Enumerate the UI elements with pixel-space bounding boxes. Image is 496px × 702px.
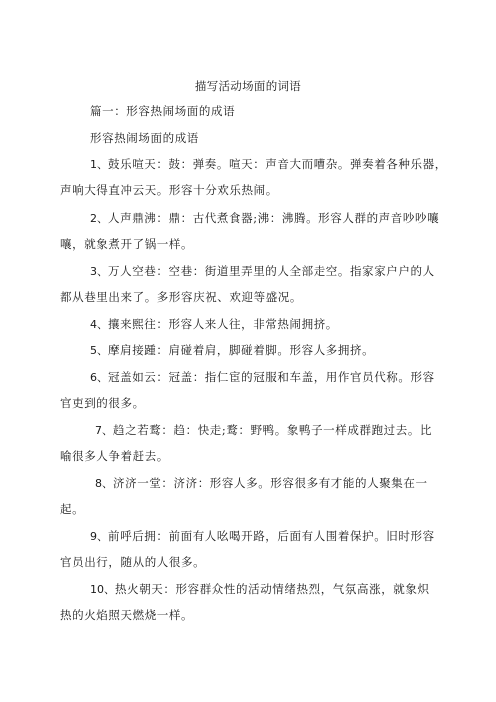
entry-2-line-1 bbox=[90, 211, 439, 226]
entry-text: 前呼后拥：前面有人吆喝开路，后面有人围着保护。旧时形容 bbox=[108, 529, 435, 543]
entry-text: 人声鼎沸：鼎：古代煮食器;沸：沸腾。形容人群的声音吵吵嚷 bbox=[108, 211, 440, 225]
entry-7-line-2: 喻很多人争着赶去。 bbox=[60, 449, 169, 463]
subheading: 形容热闹场面的成语 bbox=[90, 131, 199, 145]
entry-text: 摩肩接踵：肩碰着肩，脚碰着脚。形容人多拥挤。 bbox=[108, 343, 375, 357]
entry-9-line-2: 官员出行，随从的人很多。 bbox=[60, 555, 206, 569]
entry-number: 7、 bbox=[95, 424, 113, 437]
entry-5-line-1 bbox=[90, 343, 374, 358]
entry-10-line-1 bbox=[90, 582, 430, 597]
entry-8-line-2: 起。 bbox=[60, 502, 85, 516]
entry-number: 1、 bbox=[90, 158, 108, 171]
entry-text: 济济一堂：济济：形容人多。形容很多有才能的人聚集在一 bbox=[113, 476, 428, 490]
entry-1-line-1 bbox=[90, 157, 447, 172]
entry-2-line-2: 嚷，就象煮开了锅一样。 bbox=[60, 237, 194, 251]
entry-text: 趋之若鹜：趋：快走;鹜：野鸭。象鸭子一样成群跑过去。比 bbox=[113, 423, 433, 437]
entry-1-line-2: 声响大得直冲云天。形容十分欢乐热闹。 bbox=[60, 183, 278, 197]
entry-6-line-1 bbox=[90, 370, 435, 385]
entry-9-line-1 bbox=[90, 529, 435, 544]
entry-number: 8、 bbox=[95, 477, 113, 490]
entry-4-line-1 bbox=[90, 317, 338, 332]
section-heading: 篇一：形容热闹场面的成语 bbox=[90, 104, 236, 118]
entry-text: 冠盖如云：冠盖：指仁宦的冠服和车盖，用作官员代称。形容 bbox=[108, 370, 435, 384]
entry-3-line-2: 都从巷里出来了。多形容庆祝、欢迎等盛况。 bbox=[60, 290, 302, 304]
entry-number: 5、 bbox=[90, 344, 108, 357]
entry-text: 攘来熙往：形容人来人往，非常热闹拥挤。 bbox=[108, 317, 338, 331]
entry-text: 鼓乐喧天：鼓：弹奏。喧天：声音大而嘈杂。弹奏着各种乐器， bbox=[108, 157, 447, 171]
entry-10-line-2: 热的火焰照天燃烧一样。 bbox=[60, 608, 194, 622]
entry-7-line-1 bbox=[95, 423, 432, 438]
entry-3-line-1 bbox=[90, 264, 435, 279]
entry-number: 9、 bbox=[90, 530, 108, 543]
entry-number: 4、 bbox=[90, 318, 108, 331]
entry-number: 2、 bbox=[90, 212, 108, 225]
entry-number: 6、 bbox=[90, 371, 108, 384]
entry-8-line-1 bbox=[95, 476, 428, 491]
entry-text: 热火朝天：形容群众性的活动情绪热烈，气氛高涨，就象炽 bbox=[115, 582, 430, 596]
document-title: 描写活动场面的词语 bbox=[194, 79, 302, 93]
entry-text: 万人空巷：空巷：街道里弄里的人全部走空。指家家户户的人 bbox=[108, 264, 435, 278]
entry-number: 10、 bbox=[90, 583, 115, 596]
entry-6-line-2: 官吏到的很多。 bbox=[60, 396, 145, 410]
entry-number: 3、 bbox=[90, 265, 108, 278]
